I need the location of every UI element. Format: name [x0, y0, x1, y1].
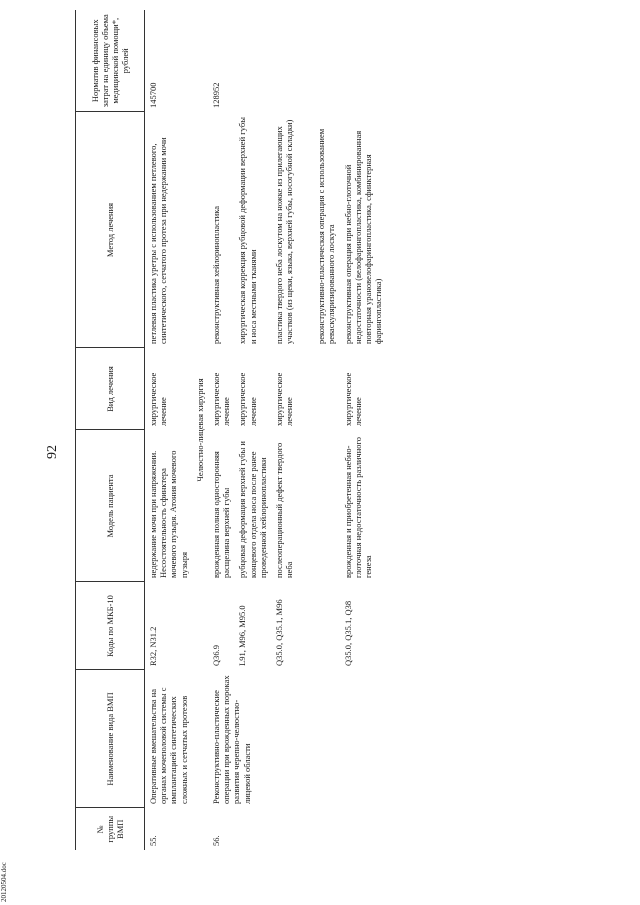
- section-title: Челюстно-лицевая хирургия: [194, 378, 205, 482]
- vmp-table: [75, 10, 386, 850]
- page-number: 92: [45, 445, 60, 459]
- financial-norm: 145700: [148, 82, 158, 108]
- group-number: 55.: [148, 835, 158, 846]
- treatment-kind: хирургическое лечение: [210, 372, 232, 426]
- icd-codes: Q35.0, Q35.1, M96: [273, 599, 284, 666]
- patient-model: недержание мочи при напряжении. Несостоятельность сфинктера мочевого пузыря. Атония мочевого пузыря: [148, 450, 189, 578]
- patient-model: врожденная и приобретенная небно-глоточная недостаточность различного генеза: [342, 436, 373, 578]
- header-vmp-name: Наименование вида ВМП: [76, 670, 145, 808]
- treatment-kind: хирургическое лечение: [342, 372, 363, 426]
- group-number: 56.: [210, 835, 221, 846]
- table-row-55: [145, 10, 192, 850]
- patient-model: рубцовая деформация верхней губы и концевого отдела носа после ранее проведенной хейлоринопластики: [237, 441, 268, 578]
- treatment-method: реконструктивная операция при небно-глоточной недостаточности (велофарингопластика, комбинированная повторная урановелофарингопластика, сфинктерная фарингопластика): [342, 130, 384, 344]
- header-icd-codes: Коды по МКБ-10: [76, 582, 145, 670]
- icd-codes: Q36.9: [210, 644, 221, 666]
- treatment-method: реконструктивная хейлоринопластика: [210, 206, 221, 344]
- treatment-kind: хирургическое лечение: [273, 372, 295, 426]
- header-treatment-kind: Вид лечения: [76, 348, 145, 430]
- treatment-method: хирургическая коррекция рубцовой деформации верхней губы и носа местными тканями: [237, 117, 258, 344]
- icd-codes: Q35.0, Q35.1, Q38: [342, 600, 353, 666]
- vmp-name: Оперативные вмешательства на органах мочеполовой системы с имплантацией синтетических сложных и сетчатых протезов: [148, 687, 189, 804]
- section-row: [192, 10, 208, 850]
- treatment-method-alt: реконструктивно-пластическая операция с использованием реваскуляризированного лоскута: [316, 128, 337, 344]
- patient-model: послеоперационный дефект твердого неба: [273, 442, 295, 578]
- file-reference: 20120504.doc: [0, 862, 8, 902]
- treatment-method: петлевая пластика уретры с использованием петлевого, синтетического, сетчатого протеза при недержании мочи: [148, 137, 169, 344]
- table-header-row: [76, 10, 145, 850]
- vmp-name: Реконструктивно-пластические операции при врожденных пороках развития черепно-челюстно-лицевой области: [210, 675, 252, 804]
- treatment-method-cell: [271, 112, 340, 348]
- icd-codes: L91, M96, M95.0: [237, 605, 248, 666]
- treatment-kind: хирургическое лечение: [148, 372, 169, 426]
- rotated-page-content: [75, 10, 620, 850]
- header-group-number: № группы ВМП: [76, 808, 145, 850]
- header-treatment-method: Метод лечения: [76, 112, 145, 348]
- header-patient-model: Модель пациента: [76, 430, 145, 582]
- header-financial-norm: Норматив финансовых затрат на единицу объема медицинской помощи*, рублей: [76, 10, 145, 112]
- patient-model: врожденная полная односторонняя расщелина верхней губы: [210, 451, 232, 578]
- treatment-method: пластика твердого неба лоскутом на ножке из прилегающих участков (из щеки, языка, верхней губы, носогубной складки): [273, 119, 295, 344]
- financial-norm: 128952: [210, 82, 221, 108]
- treatment-kind: хирургическое лечение: [237, 372, 258, 426]
- icd-codes: R32, N31.2: [148, 626, 158, 666]
- table-row-56: [208, 10, 234, 850]
